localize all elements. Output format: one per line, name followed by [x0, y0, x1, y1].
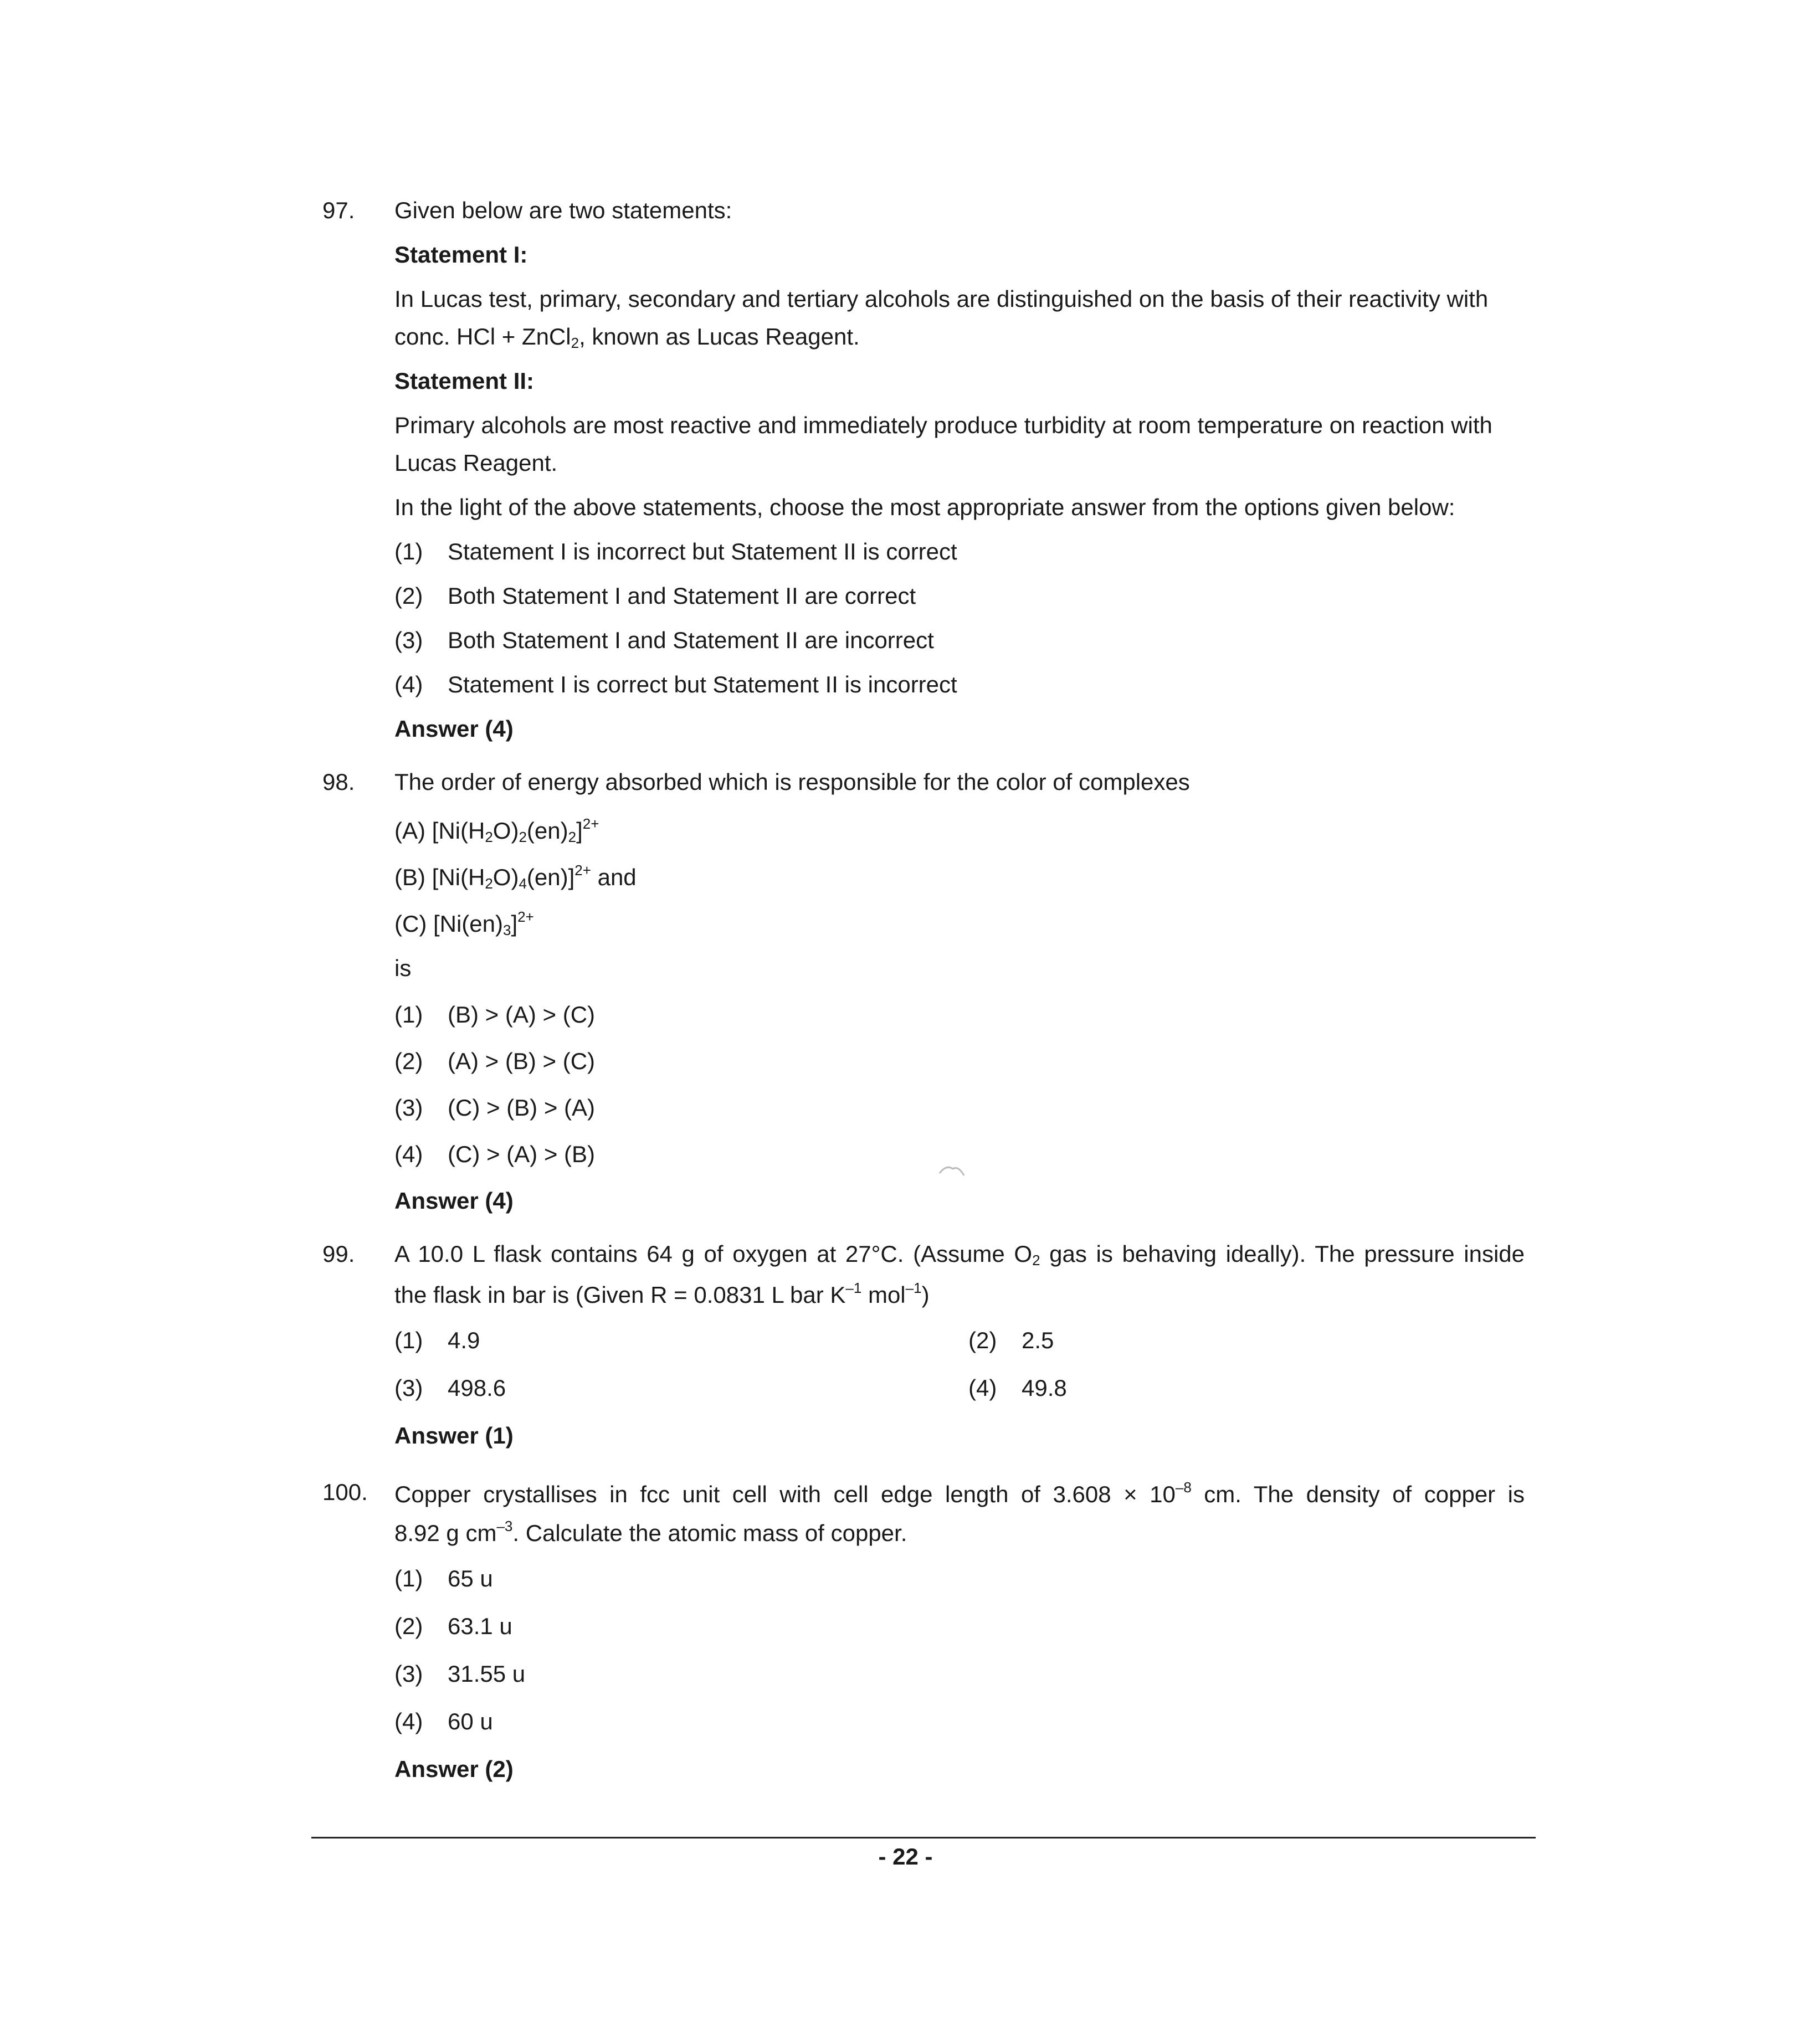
question-stem: Given below are two statements: — [394, 197, 732, 223]
option-1: (1) 65 u — [394, 1565, 493, 1591]
option-4: (4) 60 u — [394, 1708, 493, 1734]
option-2: (2) Both Statement I and Statement II are correct — [394, 583, 916, 609]
complex-a: (A) $[Ni(H_2O)_2(en)_2]^{2+}$ — [394, 815, 599, 845]
question-stem: The order of energy absorbed which is responsible for the color of complexes — [394, 769, 1190, 795]
option-2: (2) 2.5 — [968, 1327, 1054, 1353]
option-3: (3) Both Statement I and Statement II are incorrect — [394, 627, 934, 653]
statement-2-text-cont: Lucas Reagent. — [394, 450, 558, 476]
answer: Answer (2) — [394, 1756, 514, 1782]
complex-c: (C) $[Ni(en)_3]^{2+}$ — [394, 908, 534, 938]
statement-1-text: In Lucas test, primary, secondary and tertiary alcohols are distinguished on the basis of their reactivity with — [394, 286, 1489, 312]
stray-scan-mark — [936, 1161, 969, 1183]
page-number: - 22 - — [878, 1843, 933, 1870]
option-4: (4) 49.8 — [968, 1375, 1067, 1401]
option-2: (2) 63.1 u — [394, 1613, 512, 1639]
question-stem: Copper crystallises in fcc unit cell with cell edge length of $3.608 \times 10^{-8}$ cm. The density of copper is — [394, 1479, 1525, 1507]
question-stem-cont: 8.92 g $cm^{-3}$. Calculate the atomic mass of copper. — [394, 1518, 907, 1546]
instruction-text: In the light of the above statements, choose the most appropriate answer from the options given below: — [394, 494, 1455, 520]
question-number: 98. — [322, 769, 355, 795]
option-2: (2) (A) > (B) > (C) — [394, 1048, 596, 1074]
option-3: (3) (C) > (B) > (A) — [394, 1095, 596, 1121]
question-number: 100. — [322, 1479, 368, 1505]
answer: Answer (1) — [394, 1422, 514, 1449]
connector-text: is — [394, 955, 412, 981]
question-number: 97. — [322, 197, 355, 223]
statement-1-text-cont: conc. HCl + ZnCl$_2$, known as Lucas Reagent. — [394, 323, 860, 351]
option-3: (3) 498.6 — [394, 1375, 506, 1401]
option-1: (1) Statement I is incorrect but Statement II is correct — [394, 538, 957, 564]
option-1: (1) (B) > (A) > (C) — [394, 1002, 596, 1028]
option-3: (3) 31.55 u — [394, 1661, 526, 1687]
answer: Answer (4) — [394, 1188, 514, 1214]
option-4: (4) Statement I is correct but Statement II is incorrect — [394, 671, 957, 697]
question-stem: A 10.0 L flask contains 64 g of oxygen at 27°C. (Assume $O_2$ gas is behaving ideally). The pressure inside — [394, 1241, 1525, 1268]
option-4: (4) (C) > (A) > (B) — [394, 1141, 596, 1167]
complex-b: (B) $[Ni(H_2O)_4(en)]^{2+}$ and — [394, 862, 637, 892]
statement-1-heading: Statement I: — [394, 242, 528, 268]
footer-divider — [311, 1837, 1536, 1838]
question-number: 99. — [322, 1241, 355, 1267]
statement-2-text: Primary alcohols are most reactive and immediately produce turbidity at room temperature on reaction with — [394, 412, 1492, 438]
statement-2-heading: Statement II: — [394, 368, 535, 394]
option-1: (1) 4.9 — [394, 1327, 480, 1353]
answer: Answer (4) — [394, 716, 514, 742]
question-stem-cont: the flask in bar is (Given R = 0.0831 L bar $K^{-1}$ mol$^{-1}$) — [394, 1280, 930, 1308]
